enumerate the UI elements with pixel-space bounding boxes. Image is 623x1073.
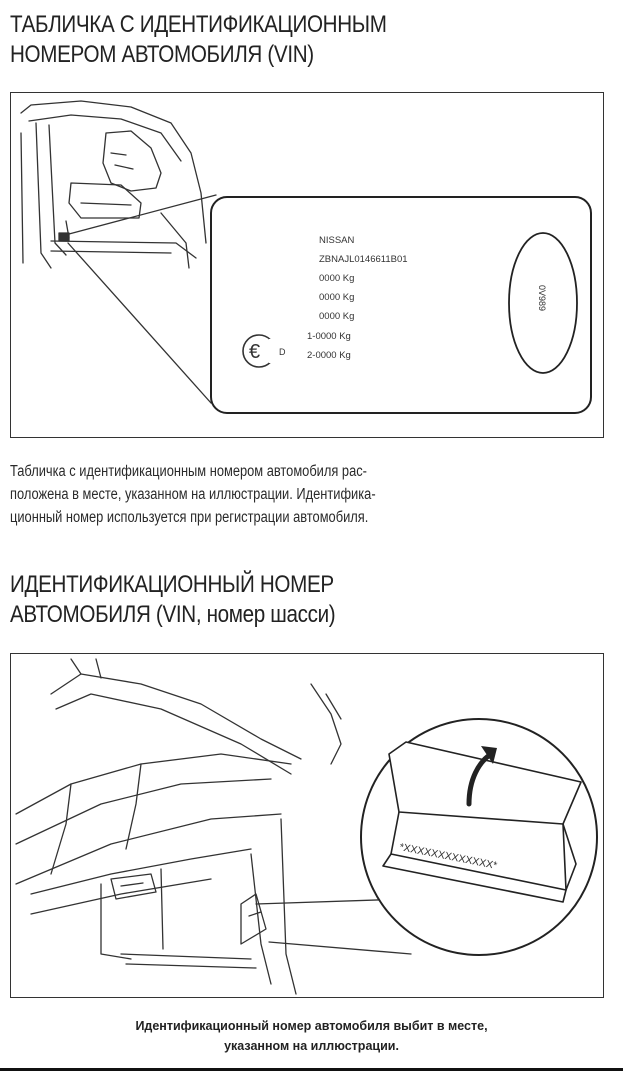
- e-mark-symbol: €: [249, 341, 261, 363]
- chassis-number-caption: [0, 1016, 623, 1056]
- section-title-chassis-number: [10, 570, 612, 630]
- plate-weight: 0000 Kg: [319, 292, 355, 303]
- plate-axle-weight: 1-0000 Kg: [307, 331, 351, 342]
- e-mark-sub: D: [279, 347, 286, 357]
- page-bottom-rule: [0, 1068, 623, 1071]
- paragraph-line: Табличка с идентификационным номером автомобиля рас-: [10, 463, 367, 480]
- plate-brand: NISSAN: [319, 235, 355, 246]
- paragraph-line: ционный номер используется при регистрации автомобиля.: [10, 509, 369, 526]
- title-line: НОМЕРОМ АВТОМОБИЛЯ (VIN): [10, 41, 314, 68]
- chassis-number-illustration: [10, 653, 604, 998]
- caption-line: указанном на иллюстрации.: [224, 1039, 399, 1053]
- section-title-vin-plate: [10, 10, 612, 70]
- door-pillar-drawing: [11, 93, 603, 437]
- title-line: ТАБЛИЧКА С ИДЕНТИФИКАЦИОННЫМ: [10, 11, 387, 38]
- caption-line: Идентификационный номер автомобиля выбит в месте,: [135, 1019, 488, 1033]
- seat-floor-drawing: [11, 654, 603, 997]
- paragraph-line: положена в месте, указанном на иллюстрации. Идентифика-: [10, 486, 376, 503]
- title-line: АВТОМОБИЛЯ (VIN, номер шасси): [10, 601, 336, 628]
- vin-plate-illustration: [10, 92, 604, 438]
- plate-weight: 0000 Kg: [319, 273, 355, 284]
- plate-weight: 0000 Kg: [319, 311, 355, 322]
- oval-code: 0V989: [537, 285, 547, 312]
- stamped-vin: *XXXXXXXXXXXXX*: [398, 841, 499, 872]
- plate-vin: ZBNAJL0146611B01: [319, 254, 408, 265]
- vin-plate-description: [10, 460, 608, 529]
- title-line: ИДЕНТИФИКАЦИОННЫЙ НОМЕР: [10, 571, 334, 598]
- plate-axle-weight: 2-0000 Kg: [307, 350, 351, 361]
